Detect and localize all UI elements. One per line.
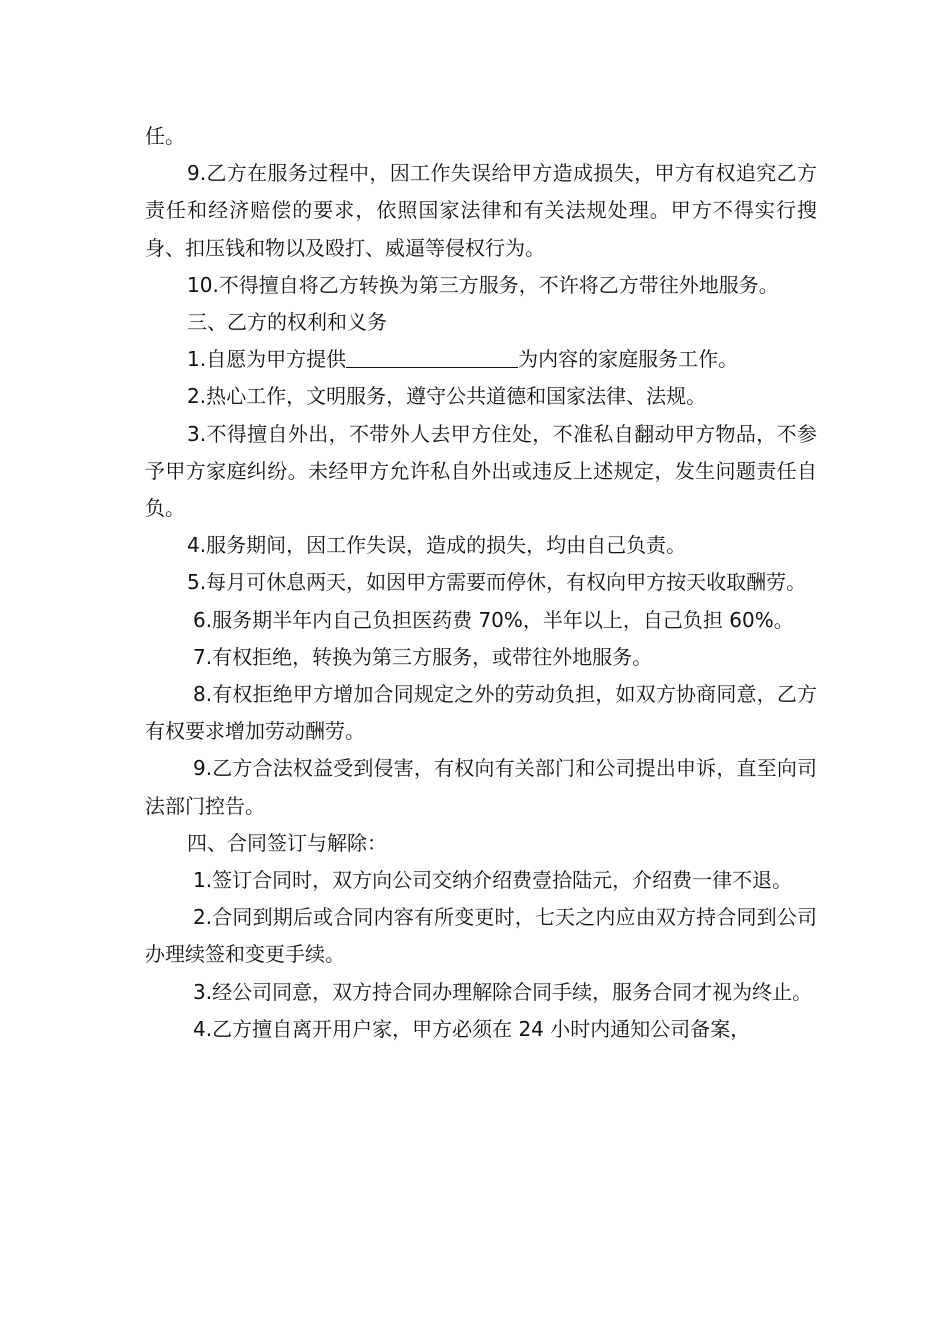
- paragraph-party-b-item-6: 6.服务期半年内自己负担医药费 70%，半年以上，自己负担 60%。: [193, 607, 794, 632]
- fill-in-blank-line: [346, 345, 518, 368]
- paragraph-party-b-item-3: 3.不得擅自外出，不带外人去甲方住处，不准私自翻动甲方物品，不参予甲方家庭纠纷。未经甲方允许私自外出或违反上述规定，发生问题责任自负。: [145, 421, 817, 521]
- paragraph-contract-item-2: 2.合同到期后或合同内容有所变更时，七天之内应由双方持合同到公司办理续签和变更手续。: [145, 905, 817, 967]
- paragraph-party-b-item-4: 4.服务期间，因工作失误，造成的损失，均由自己负责。: [187, 533, 687, 558]
- paragraph-party-b-item-1: [145, 341, 817, 378]
- paragraph-party-a-item-9: 9.乙方在服务过程中，因工作失误给甲方造成损失，甲方有权追究乙方责任和经济赔偿的要求，依照国家法律和有关法规处理。甲方不得实行搜身、扣压钱和物以及殴打、威逼等侵权行为。: [145, 161, 817, 260]
- item-1-text-before: 1.自愿为甲方提供: [187, 347, 347, 372]
- paragraph-contract-item-1: 1.签订合同时，双方向公司交纳介绍费壹拾陆元，介绍费一律不退。: [193, 868, 793, 893]
- item-1-text-after: 为内容的家庭服务工作。: [518, 347, 739, 372]
- paragraph-contract-item-3: 3.经公司同意，双方持合同办理解除合同手续，服务合同才视为终止。: [193, 979, 813, 1004]
- paragraph-party-b-item-5: 5.每月可休息两天，如因甲方需要而停休，有权向甲方按天收取酬劳。: [187, 570, 807, 595]
- document-page: [145, 118, 817, 1048]
- paragraph-party-b-item-9: 9.乙方合法权益受到侵害，有权向有关部门和公司提出申诉，直至向司法部门控告。: [145, 756, 817, 818]
- paragraph-party-b-item-8: 8.有权拒绝甲方增加合同规定之外的劳动负担，如双方协商同意，乙方有权要求增加劳动酬劳。: [145, 682, 817, 744]
- section-heading-party-b-rights: 三、乙方的权利和义务: [187, 310, 387, 335]
- paragraph-party-b-item-2: 2.热心工作，文明服务，遵守公共道德和国家法律、法规。: [187, 384, 707, 409]
- paragraph-party-a-item-10: 10.不得擅自将乙方转换为第三方服务，不许将乙方带往外地服务。: [187, 272, 779, 297]
- paragraph-continuation: 任。: [145, 124, 185, 148]
- paragraph-contract-item-4: 4.乙方擅自离开用户家，甲方必须在 24 小时内通知公司备案，: [193, 1016, 751, 1041]
- paragraph-party-b-item-7: 7.有权拒绝，转换为第三方服务，或带往外地服务。: [193, 644, 653, 669]
- section-heading-contract-signing: 四、合同签订与解除：: [187, 830, 387, 855]
